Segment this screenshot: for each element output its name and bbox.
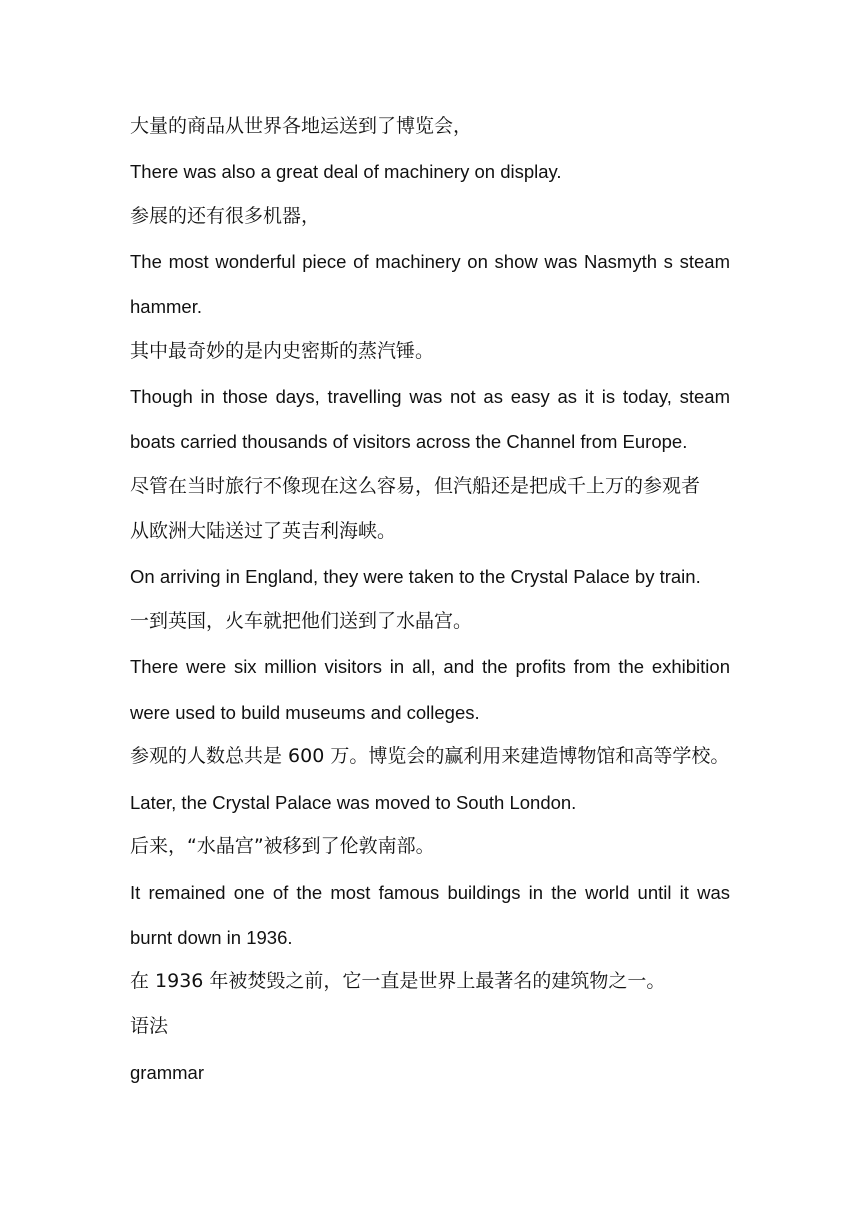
- text-line-4: The most wonderful piece of machinery on show was Nasmyth s steam: [130, 251, 730, 272]
- text-line-9: 尽管在当时旅行不像现在这么容易，但汽船还是把成千上万的参观者: [130, 475, 701, 497]
- text-line-13: There were six million visitors in all, and the profits from the exhibition: [130, 656, 730, 677]
- text-line-14: were used to build museums and colleges.: [130, 702, 480, 723]
- text-line-15: 参观的人数总共是 600 万。博览会的赢利用来建造博物馆和高等学校。: [130, 745, 730, 767]
- text-line-21: 语法: [130, 1015, 169, 1037]
- text-line-12: 一到英国，火车就把他们送到了水晶宫。: [130, 610, 473, 632]
- text-line-1: 大量的商品从世界各地运送到了博览会，: [130, 115, 473, 137]
- text-line-10: 从欧洲大陆送过了英吉利海峡。: [130, 520, 397, 542]
- text-line-17: 后来，“水晶宫”被移到了伦敦南部。: [130, 835, 435, 857]
- text-line-7: Though in those days, travelling was not as easy as it is today, steam: [130, 386, 730, 407]
- text-line-2: There was also a great deal of machinery on display.: [130, 161, 562, 182]
- text-line-20: 在 1936 年被焚毁之前，它一直是世界上最著名的建筑物之一。: [130, 970, 666, 992]
- text-line-19: burnt down in 1936.: [130, 927, 293, 948]
- text-line-3: 参展的还有很多机器，: [130, 205, 321, 227]
- text-line-6: 其中最奇妙的是内史密斯的蒸汽锤。: [130, 340, 435, 362]
- text-line-11: On arriving in England, they were taken to the Crystal Palace by train.: [130, 566, 701, 587]
- text-line-8: boats carried thousands of visitors across the Channel from Europe.: [130, 431, 688, 452]
- text-line-5: hammer.: [130, 296, 202, 317]
- text-line-22: grammar: [130, 1062, 205, 1083]
- text-line-16: Later, the Crystal Palace was moved to South London.: [130, 792, 577, 813]
- text-line-18: It remained one of the most famous buildings in the world until it was: [130, 882, 730, 903]
